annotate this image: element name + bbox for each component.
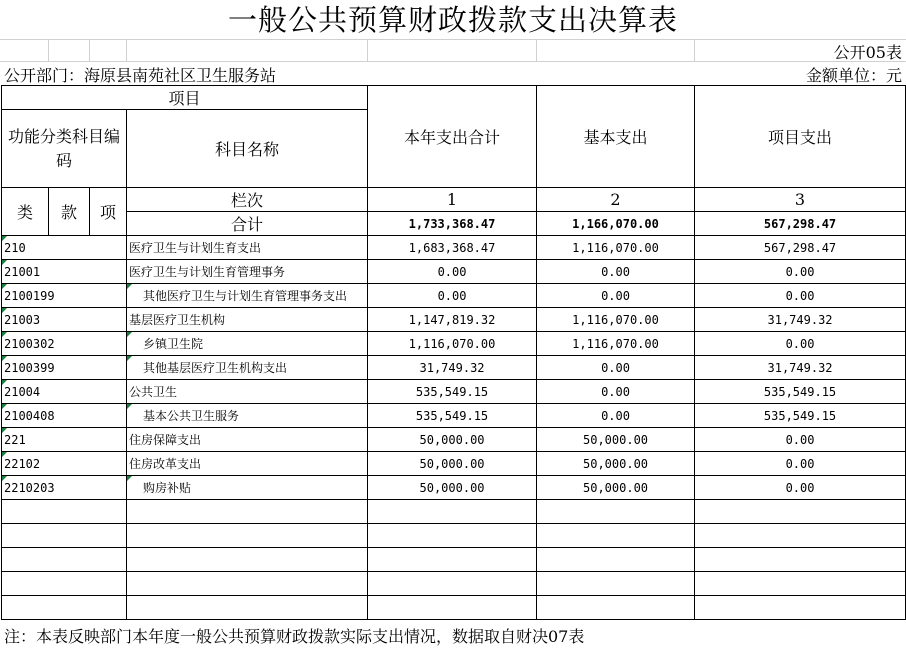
- row-subject-name: 基层医疗卫生机构: [127, 308, 368, 332]
- header-project: 项目支出: [695, 86, 906, 188]
- row-project: 0.00: [695, 332, 906, 356]
- row-basic: 0.00: [537, 284, 695, 308]
- footnote: 注：本表反映部门本年度一般公共预算财政拨款实际支出情况，数据取自财决07表: [4, 627, 585, 646]
- row-code: 21003: [2, 308, 127, 332]
- grid-line: [126, 39, 127, 61]
- grid-line: [48, 39, 49, 61]
- empty-cell: [695, 596, 906, 620]
- header-func-code: 功能分类科目编码: [2, 110, 127, 188]
- empty-row: [2, 572, 906, 596]
- row-project: 535,549.15: [695, 404, 906, 428]
- col-index-1: 1: [368, 188, 537, 212]
- grid-line: [0, 39, 906, 40]
- empty-cell: [2, 572, 127, 596]
- header-total: 本年支出合计: [368, 86, 537, 188]
- empty-cell: [537, 500, 695, 524]
- total-row-label: 合计: [127, 212, 368, 236]
- table-row: [2, 356, 906, 380]
- row-subject-name: 基本公共卫生服务: [127, 404, 368, 428]
- row-project: 0.00: [695, 452, 906, 476]
- row-project: 31,749.32: [695, 308, 906, 332]
- row-total: 31,749.32: [368, 356, 537, 380]
- row-total: 1,147,819.32: [368, 308, 537, 332]
- row-project: 567,298.47: [695, 236, 906, 260]
- header-xiangmu: 项目: [2, 86, 368, 110]
- header-lei: 类: [2, 188, 49, 236]
- row-code: 2100408: [2, 404, 127, 428]
- empty-row: [2, 548, 906, 572]
- row-basic: 50,000.00: [537, 428, 695, 452]
- empty-cell: [695, 572, 906, 596]
- total-row-basic: 1,166,070.00: [537, 212, 695, 236]
- empty-row: [2, 596, 906, 620]
- table-row: [2, 452, 906, 476]
- total-row-total: 1,733,368.47: [368, 212, 537, 236]
- row-project: 535,549.15: [695, 380, 906, 404]
- table-row: [2, 284, 906, 308]
- empty-cell: [537, 596, 695, 620]
- row-subject-name: 公共卫生: [127, 380, 368, 404]
- row-project: 0.00: [695, 428, 906, 452]
- row-code: 2100399: [2, 356, 127, 380]
- empty-cell: [368, 572, 537, 596]
- row-basic: 0.00: [537, 356, 695, 380]
- empty-cell: [695, 548, 906, 572]
- page-title: 一般公共预算财政拨款支出决算表: [227, 3, 678, 37]
- row-total: 535,549.15: [368, 404, 537, 428]
- row-basic: 50,000.00: [537, 476, 695, 500]
- empty-cell: [127, 596, 368, 620]
- empty-cell: [2, 548, 127, 572]
- empty-cell: [537, 572, 695, 596]
- empty-cell: [368, 500, 537, 524]
- row-subject-name: 医疗卫生与计划生育支出: [127, 236, 368, 260]
- grid-line: [367, 39, 368, 61]
- row-basic: 1,116,070.00: [537, 308, 695, 332]
- row-basic: 50,000.00: [537, 452, 695, 476]
- header-kuan: 款: [49, 188, 90, 236]
- grid-line: [0, 61, 906, 62]
- empty-cell: [2, 596, 127, 620]
- amount-unit-label: 金额单位：元: [805, 66, 902, 85]
- table-row: [2, 380, 906, 404]
- empty-cell: [537, 548, 695, 572]
- grid-line: [694, 39, 695, 61]
- row-total: 0.00: [368, 260, 537, 284]
- row-code: 210: [2, 236, 127, 260]
- header-lanci: 栏次: [127, 188, 368, 212]
- row-project: 31,749.32: [695, 356, 906, 380]
- table-row: [2, 260, 906, 284]
- row-total: 1,683,368.47: [368, 236, 537, 260]
- row-basic: 0.00: [537, 260, 695, 284]
- row-code: 2210203: [2, 476, 127, 500]
- col-index-2: 2: [537, 188, 695, 212]
- row-code: 2100302: [2, 332, 127, 356]
- empty-cell: [368, 548, 537, 572]
- row-total: 50,000.00: [368, 428, 537, 452]
- empty-row: [2, 500, 906, 524]
- header-subject-name: 科目名称: [127, 110, 368, 188]
- row-project: 0.00: [695, 260, 906, 284]
- row-total: 1,116,070.00: [368, 332, 537, 356]
- row-subject-name: 住房保障支出: [127, 428, 368, 452]
- row-project: 0.00: [695, 476, 906, 500]
- table-row: [2, 308, 906, 332]
- row-basic: 0.00: [537, 380, 695, 404]
- row-project: 0.00: [695, 284, 906, 308]
- row-code: 21004: [2, 380, 127, 404]
- row-basic: 1,116,070.00: [537, 236, 695, 260]
- empty-cell: [695, 524, 906, 548]
- department-label: 公开部门：海原县南苑社区卫生服务站: [4, 66, 277, 85]
- empty-cell: [127, 524, 368, 548]
- table-row: [2, 476, 906, 500]
- empty-cell: [2, 500, 127, 524]
- empty-cell: [695, 500, 906, 524]
- row-total: 50,000.00: [368, 476, 537, 500]
- header-basic: 基本支出: [537, 86, 695, 188]
- header-xiang: 项: [90, 188, 127, 236]
- row-code: 221: [2, 428, 127, 452]
- expenditure-table: [1, 85, 906, 620]
- empty-cell: [127, 572, 368, 596]
- row-subject-name: 乡镇卫生院: [127, 332, 368, 356]
- row-total: 535,549.15: [368, 380, 537, 404]
- row-subject-name: 其他基层医疗卫生机构支出: [127, 356, 368, 380]
- row-subject-name: 医疗卫生与计划生育管理事务: [127, 260, 368, 284]
- row-code: 21001: [2, 260, 127, 284]
- empty-row: [2, 524, 906, 548]
- empty-cell: [368, 524, 537, 548]
- empty-cell: [127, 548, 368, 572]
- row-basic: 1,116,070.00: [537, 332, 695, 356]
- row-code: 22102: [2, 452, 127, 476]
- row-subject-name: 其他医疗卫生与计划生育管理事务支出: [127, 284, 368, 308]
- table-row: [2, 404, 906, 428]
- empty-cell: [368, 596, 537, 620]
- form-number: 公开05表: [833, 43, 902, 62]
- empty-cell: [2, 524, 127, 548]
- total-row-project: 567,298.47: [695, 212, 906, 236]
- row-basic: 0.00: [537, 404, 695, 428]
- empty-cell: [127, 500, 368, 524]
- table-row: [2, 236, 906, 260]
- table-row: [2, 428, 906, 452]
- empty-cell: [537, 524, 695, 548]
- row-total: 50,000.00: [368, 452, 537, 476]
- row-subject-name: 购房补贴: [127, 476, 368, 500]
- row-code: 2100199: [2, 284, 127, 308]
- grid-line: [536, 39, 537, 61]
- row-total: 0.00: [368, 284, 537, 308]
- row-subject-name: 住房改革支出: [127, 452, 368, 476]
- col-index-3: 3: [695, 188, 906, 212]
- table-row: [2, 332, 906, 356]
- grid-line: [89, 39, 90, 61]
